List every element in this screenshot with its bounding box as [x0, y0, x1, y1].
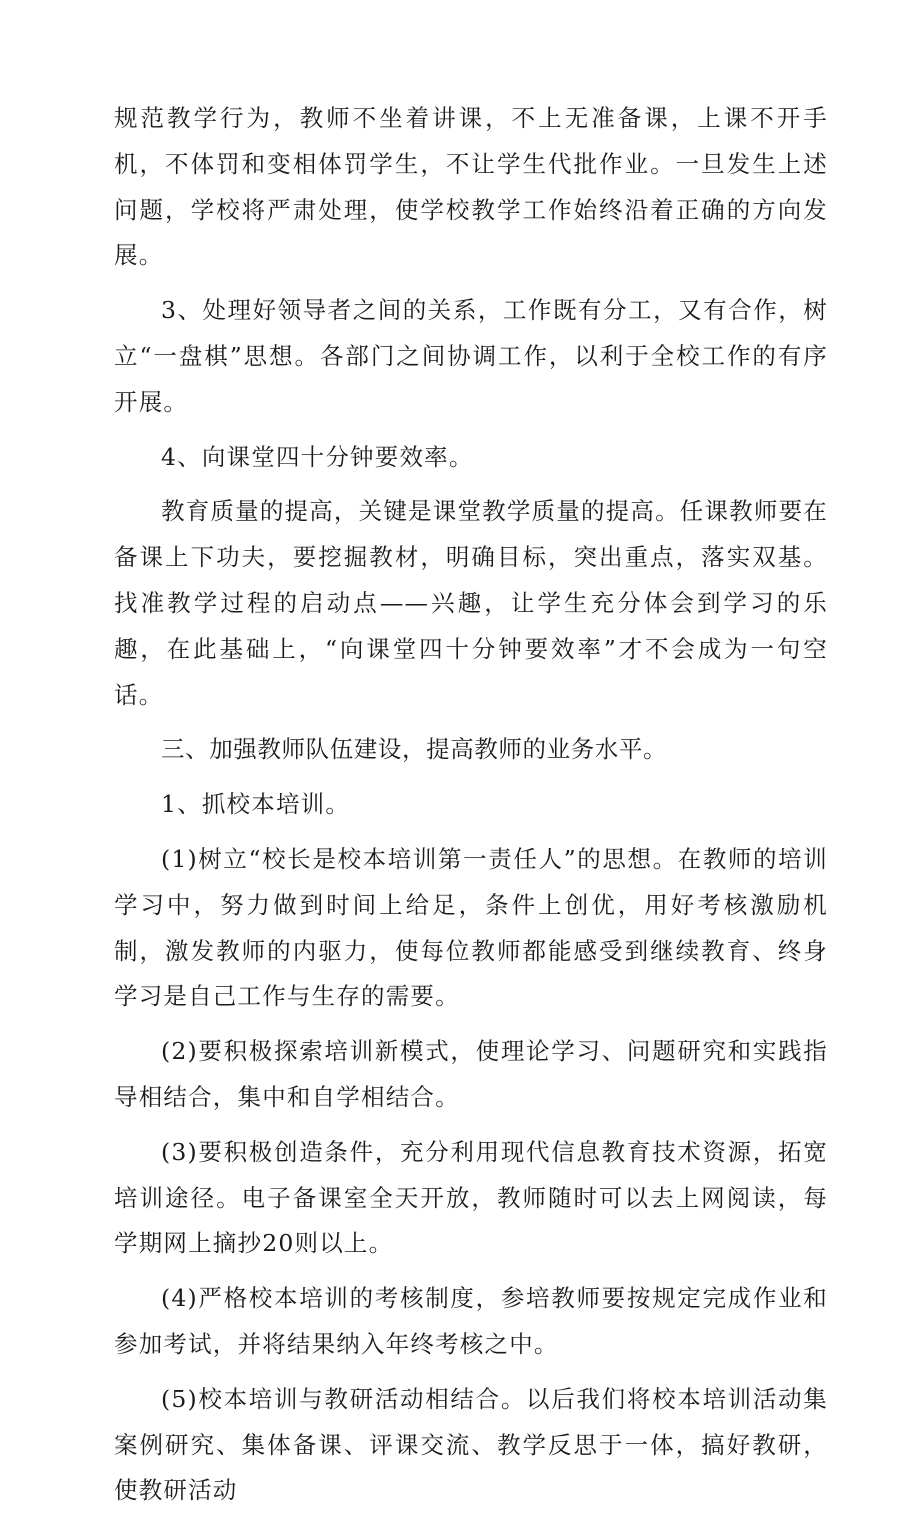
paragraph-school-training-title: 1、抓校本培训。	[161, 790, 351, 819]
paragraph-teaching-quality: 教育质量的提高，关键是课堂教学质量的提高。任课教师要在备课上下功夫，要挖掘教材，明确目标，突出重点，落实双基。找准教学过程的启动点——兴趣，让学生充分体会到学习的乐趣，在此基础上，“向课堂四十分钟要效率”才不会成为一句空话。	[114, 497, 828, 709]
paragraph-classroom-efficiency-title: 4、向课堂四十分钟要效率。	[161, 442, 474, 471]
paragraph-teaching-conduct: 规范教学行为，教师不坐着讲课，不上无准备课，上课不开手机，不体罚和变相体罚学生，不让学生代批作业。一旦发生上述问题，学校将严肃处理，使学校教学工作始终沿着正确的方向发展。	[114, 104, 828, 270]
document-body	[114, 96, 828, 1523]
paragraph-training-item-2: (2)要积极探索培训新模式，使理论学习、问题研究和实践指导相结合，集中和自学相结合。	[114, 1037, 828, 1111]
paragraph-training-item-5: (5)校本培训与教研活动相结合。以后我们将校本培训活动集案例研究、集体备课、评课交流、教学反思于一体，搞好教研，使教研活动	[114, 1384, 828, 1505]
paragraph-training-item-1: (1)树立“校长是校本培训第一责任人”的思想。在教师的培训学习中，努力做到时间上给足，条件上创优，用好考核激励机制，激发教师的内驱力，使每位教师都能感受到继续教育、终身学习是自己工作与生存的需要。	[114, 844, 828, 1011]
paragraph-leadership-relations: 3、处理好领导者之间的关系，工作既有分工，又有合作，树立“一盘棋”思想。各部门之间协调工作，以利于全校工作的有序开展。	[114, 296, 828, 416]
paragraph-training-item-3: (3)要积极创造条件，充分利用现代信息教育技术资源，拓宽培训途径。电子备课室全天开放，教师随时可以去上网阅读，每学期网上摘抄20则以上。	[114, 1137, 828, 1258]
section-heading-teacher-team: 三、加强教师队伍建设，提高教师的业务水平。	[161, 735, 668, 764]
paragraph-training-item-4: (4)严格校本培训的考核制度，参培教师要按规定完成作业和参加考试，并将结果纳入年终考核之中。	[114, 1284, 828, 1358]
